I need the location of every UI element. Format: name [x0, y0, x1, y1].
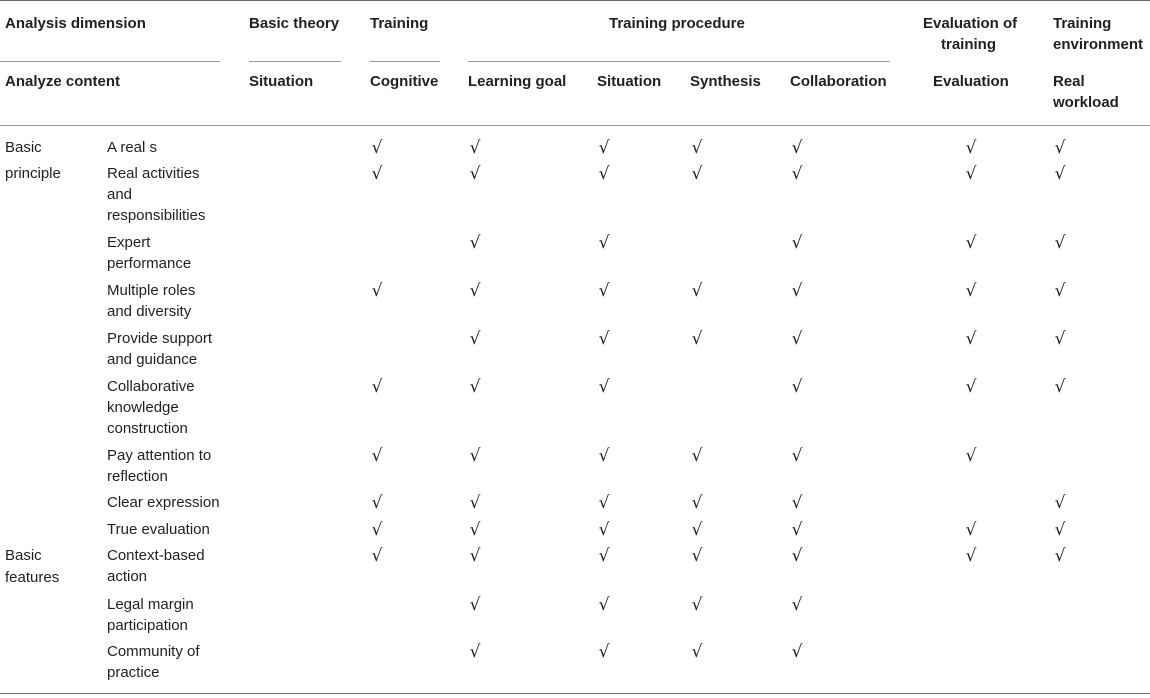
row-label: Provide support	[107, 330, 213, 347]
top-rule	[0, 0, 1150, 1]
check-mark-icon: √	[469, 233, 481, 253]
group-label-features-2: features	[5, 569, 60, 586]
row-label: Context-based	[107, 547, 205, 564]
check-mark-icon: √	[791, 642, 803, 662]
check-mark-icon: √	[371, 281, 383, 301]
check-mark-icon: √	[598, 164, 610, 184]
header-subrule-training	[370, 61, 440, 62]
check-mark-icon: √	[1054, 520, 1066, 540]
check-mark-icon: √	[598, 546, 610, 566]
check-mark-icon: √	[469, 329, 481, 349]
header-training-environment-1: Training	[1053, 15, 1112, 32]
check-mark-icon: √	[598, 520, 610, 540]
check-mark-icon: √	[598, 642, 610, 662]
check-mark-icon: √	[965, 233, 977, 253]
header-analyze-content: Analyze content	[5, 73, 121, 90]
row-label: participation	[107, 617, 188, 634]
header-subrule-procedure	[468, 61, 890, 62]
check-mark-icon: √	[965, 329, 977, 349]
header-cognitive: Cognitive	[370, 73, 439, 90]
check-mark-icon: √	[791, 520, 803, 540]
check-mark-icon: √	[691, 164, 703, 184]
check-mark-icon: √	[965, 520, 977, 540]
check-mark-icon: √	[371, 546, 383, 566]
row-label: and	[107, 186, 133, 203]
row-label: practice	[107, 664, 160, 681]
check-mark-icon: √	[1054, 546, 1066, 566]
check-mark-icon: √	[691, 493, 703, 513]
check-mark-icon: √	[598, 329, 610, 349]
header-subrule-theory	[249, 61, 341, 62]
check-mark-icon: √	[965, 446, 977, 466]
header-situation: Situation	[597, 73, 662, 90]
check-mark-icon: √	[469, 164, 481, 184]
group-label-features-1: Basic	[5, 547, 42, 564]
row-label: Legal margin	[107, 596, 194, 613]
group-label-principle-2: principle	[5, 165, 61, 182]
check-mark-icon: √	[598, 595, 610, 615]
bottom-rule	[0, 693, 1150, 694]
check-mark-icon: √	[691, 329, 703, 349]
check-mark-icon: √	[1054, 233, 1066, 253]
check-mark-icon: √	[469, 595, 481, 615]
row-label: construction	[107, 420, 188, 437]
row-label: Pay attention to	[107, 447, 212, 464]
check-mark-icon: √	[371, 493, 383, 513]
check-mark-icon: √	[691, 520, 703, 540]
check-mark-icon: √	[965, 377, 977, 397]
check-mark-icon: √	[469, 446, 481, 466]
row-label: Real activities	[107, 165, 200, 182]
check-mark-icon: √	[791, 164, 803, 184]
check-mark-icon: √	[1054, 377, 1066, 397]
check-mark-icon: √	[791, 233, 803, 253]
header-training-environment-2: environment	[1053, 36, 1144, 53]
row-label: and diversity	[107, 303, 192, 320]
check-mark-icon: √	[965, 281, 977, 301]
check-mark-icon: √	[791, 281, 803, 301]
check-mark-icon: √	[1054, 329, 1066, 349]
check-mark-icon: √	[1054, 138, 1066, 158]
check-mark-icon: √	[598, 493, 610, 513]
row-label: Multiple roles	[107, 282, 196, 299]
header-analysis-dimension: Analysis dimension	[5, 15, 146, 32]
check-mark-icon: √	[791, 546, 803, 566]
check-mark-icon: √	[965, 164, 977, 184]
check-mark-icon: √	[791, 595, 803, 615]
check-mark-icon: √	[469, 520, 481, 540]
header-collaboration: Collaboration	[790, 73, 887, 90]
check-mark-icon: √	[691, 595, 703, 615]
check-mark-icon: √	[469, 493, 481, 513]
row-label: A real s	[107, 139, 158, 156]
check-mark-icon: √	[598, 377, 610, 397]
check-mark-icon: √	[371, 377, 383, 397]
check-mark-icon: √	[791, 138, 803, 158]
row-label: performance	[107, 255, 192, 272]
check-mark-icon: √	[1054, 164, 1066, 184]
header-evaluation-of-training-2: training	[941, 36, 996, 53]
check-mark-icon: √	[469, 546, 481, 566]
row-label: Collaborative	[107, 378, 195, 395]
check-mark-icon: √	[598, 233, 610, 253]
check-mark-icon: √	[791, 446, 803, 466]
check-mark-icon: √	[965, 546, 977, 566]
header-synthesis: Synthesis	[690, 73, 761, 90]
row-label: True evaluation	[107, 521, 210, 538]
check-mark-icon: √	[598, 281, 610, 301]
row-label: action	[107, 568, 148, 585]
check-mark-icon: √	[1054, 493, 1066, 513]
row-label: Clear expression	[107, 494, 220, 511]
header-learning-goal: Learning goal	[468, 73, 567, 90]
row-label: responsibilities	[107, 207, 206, 224]
check-mark-icon: √	[469, 642, 481, 662]
header-evaluation-of-training-1: Evaluation of	[923, 15, 1018, 32]
check-mark-icon: √	[691, 642, 703, 662]
header-real-workload-1: Real	[1053, 73, 1085, 90]
header-basic-theory: Basic theory	[249, 15, 340, 32]
check-mark-icon: √	[965, 138, 977, 158]
check-mark-icon: √	[791, 493, 803, 513]
group-label-principle-1: Basic	[5, 139, 42, 156]
check-mark-icon: √	[371, 138, 383, 158]
check-mark-icon: √	[691, 138, 703, 158]
check-mark-icon: √	[691, 446, 703, 466]
row-label: reflection	[107, 468, 168, 485]
header-real-workload-2: workload	[1053, 94, 1119, 111]
check-mark-icon: √	[469, 138, 481, 158]
header-training-procedure: Training procedure	[609, 15, 745, 32]
row-label: and guidance	[107, 351, 198, 368]
row-label: knowledge	[107, 399, 179, 416]
check-mark-icon: √	[371, 164, 383, 184]
row-label: Expert	[107, 234, 151, 251]
header-subrule-analysis	[0, 61, 220, 62]
header-situation-theory: Situation	[249, 73, 314, 90]
check-mark-icon: √	[469, 281, 481, 301]
check-mark-icon: √	[691, 281, 703, 301]
header-evaluation: Evaluation	[933, 73, 1009, 90]
check-mark-icon: √	[469, 377, 481, 397]
header-bottom-rule	[0, 125, 1150, 126]
check-mark-icon: √	[598, 138, 610, 158]
check-mark-icon: √	[691, 546, 703, 566]
row-label: Community of	[107, 643, 200, 660]
header-training: Training	[370, 15, 429, 32]
check-mark-icon: √	[791, 377, 803, 397]
check-mark-icon: √	[791, 329, 803, 349]
check-mark-icon: √	[371, 446, 383, 466]
check-mark-icon: √	[598, 446, 610, 466]
check-mark-icon: √	[1054, 281, 1066, 301]
check-mark-icon: √	[371, 520, 383, 540]
